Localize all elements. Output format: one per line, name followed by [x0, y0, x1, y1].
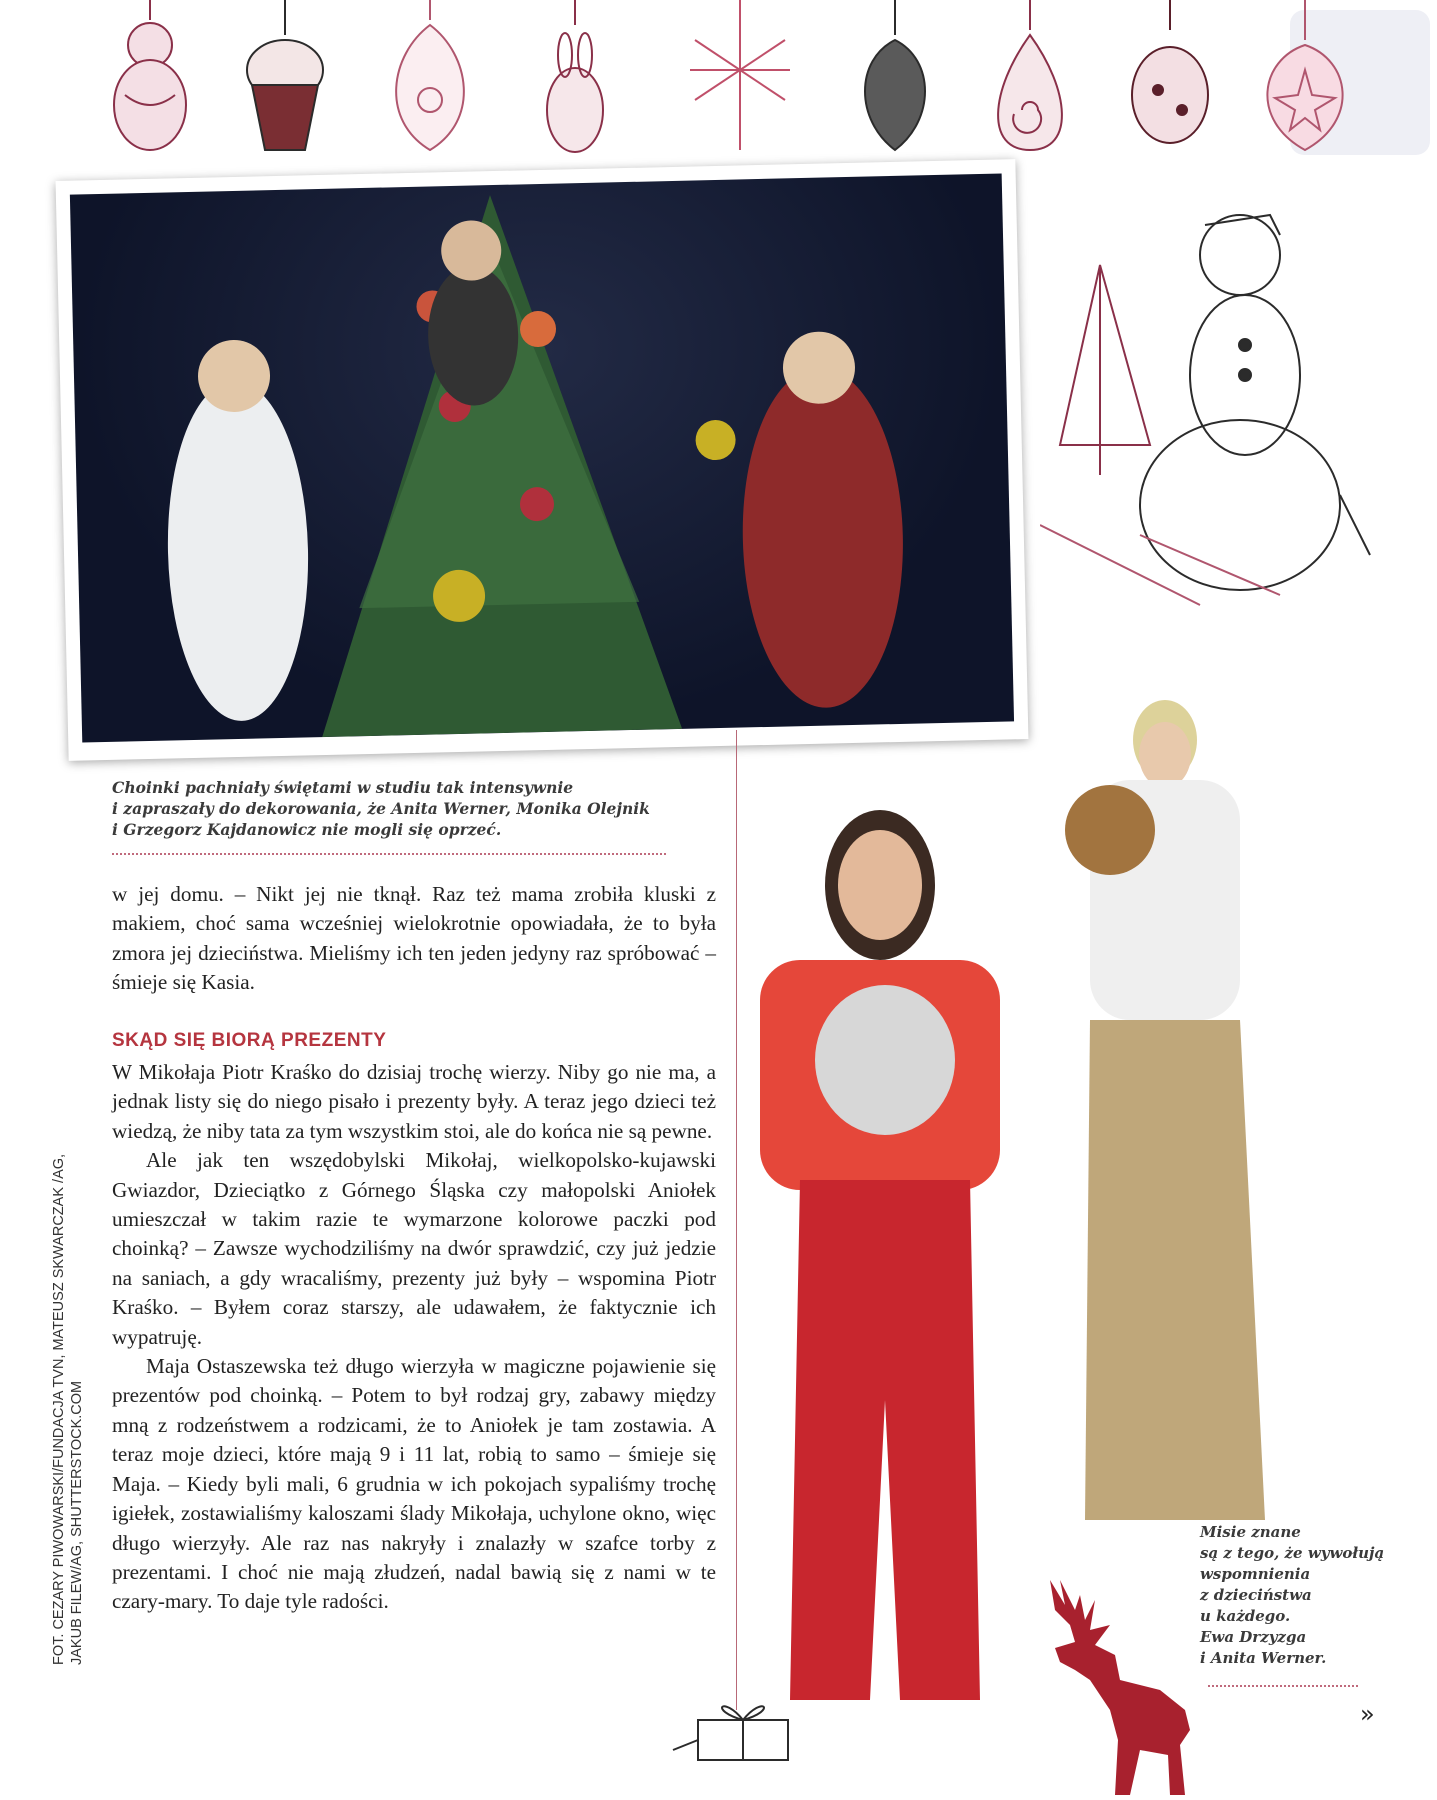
article-paragraph: Maja Ostaszewska też długo wierzyła w magiczne pojawienie się prezentów pod choinką. – Potem to był rodzaj gry, zabawy między mną z rodzeństwem a rodzicami, że to Aniołek je tam zostawia. A teraz moje dzieci, które mają 9 i 11 lat, robią to samo – śmieje się Maja. – Kiedy byli mali, 6 grudnia w ich pokojach sypaliśmy trochę igiełek, zostawialiśmy kaloszami ślady Mikołaja, uchylone okno, więc długo wierzyły. Ale raz nas nakryły i znalazły w szafce torby z prezentami. I choć nie mają złudzeń, nadal bawią się z nami w te czary-mary. To daje tyle radości.: [112, 1354, 716, 1614]
body-intro: [112, 880, 716, 998]
gift-icon: [668, 1690, 808, 1770]
photo-credit: [50, 1065, 86, 1665]
ornament-row: [0, 0, 1437, 170]
main-photo: [56, 159, 1029, 761]
bunny-ornament: [547, 0, 603, 152]
article-paragraph: Ale jak ten wszędobylski Mikołaj, wielkopolsko-kujawski Gwiazdor, Dzieciątko z Górnego Śląska czy małopolski Aniołek umieszczał w takim razie te wymarzone kolorowe paczki pod choinką? – Zawsze wychodziliśmy na dwór sprawdzić, czy już jedzie na saniach, a gdy wracaliśmy, prezenty już były – wspomina Piotr Kraśko. – Byłem coraz starszy, ale udawałem, że faktycznie ich wypatruję.: [112, 1148, 716, 1349]
article-body: [112, 1058, 716, 1617]
next-page-icon[interactable]: »: [1360, 1700, 1375, 1728]
credit-line: JAKUB FILEW/AG, SHUTTERSTOCK.COM: [69, 1380, 85, 1665]
caption-line: i Grzegorz Kajdanowicz nie mogli się oprzeć.: [112, 820, 502, 839]
caption-line: są z tego, że wywołują: [1200, 1544, 1385, 1562]
snowman-ornament: [114, 0, 186, 150]
bulb-ornament: [396, 0, 464, 150]
caption-divider-bottom: [1208, 1685, 1358, 1687]
caption-line: wspomnienia: [1200, 1565, 1311, 1583]
woman-right: [1065, 700, 1265, 1520]
deer-icon: [1020, 1570, 1195, 1800]
caption-line: u każdego.: [1200, 1607, 1291, 1625]
spiral-cone-ornament: [865, 0, 925, 150]
photo-caption-bottom: [1200, 1522, 1410, 1669]
snowflake-ornament: [690, 0, 790, 150]
ladybug-ornament: [1132, 0, 1208, 143]
caption-line: i zapraszały do dekorowania, że Anita Werner, Monika Olejnik: [112, 799, 650, 818]
tree-scene: [70, 173, 1014, 742]
star-ornament: [1267, 0, 1342, 150]
article-paragraph: W Mikołaja Piotr Kraśko do dzisiaj trochę wierzy. Niby go nie ma, a jednak listy się do niego pisało i prezenty były. A teraz jego dzieci też wiedzą, że niby tata za tym wszystkim stoi, ale do końca nie są pewne.: [112, 1060, 716, 1143]
caption-line: Ewa Drzyzga: [1200, 1628, 1307, 1646]
snowman-illustration: [1040, 195, 1400, 615]
caption-line: Misie znane: [1200, 1523, 1301, 1541]
photo-content: [70, 173, 1014, 742]
column-divider: [736, 730, 737, 1710]
photo-caption: [112, 777, 672, 840]
drop-ornament: [998, 0, 1062, 150]
woman-left: [760, 810, 1000, 1700]
caption-line: Choinki pachniały świętami w studiu tak intensywnie: [112, 778, 574, 797]
intro-paragraph: w jej domu. – Nikt jej nie tknął. Raz też mama zrobiła kluski z makiem, choć sama wcześniej wielokrotnie opowiadała, że to była zmora jej dzieciństwa. Mieliśmy ich ten jeden jedyny raz spróbować – śmieje się Kasia.: [112, 882, 716, 995]
cupcake-ornament: [247, 0, 323, 150]
caption-divider: [112, 853, 666, 855]
credit-line: FOT. CEZARY PIWOWARSKI/FUNDACJA TVN, MATEUSZ SKWARCZAK /AG,: [51, 1153, 67, 1665]
caption-line: i Anita Werner.: [1200, 1649, 1327, 1667]
section-heading: SKĄD SIĘ BIORĄ PREZENTY: [112, 1030, 387, 1051]
caption-line: z dzieciństwa: [1200, 1586, 1312, 1604]
